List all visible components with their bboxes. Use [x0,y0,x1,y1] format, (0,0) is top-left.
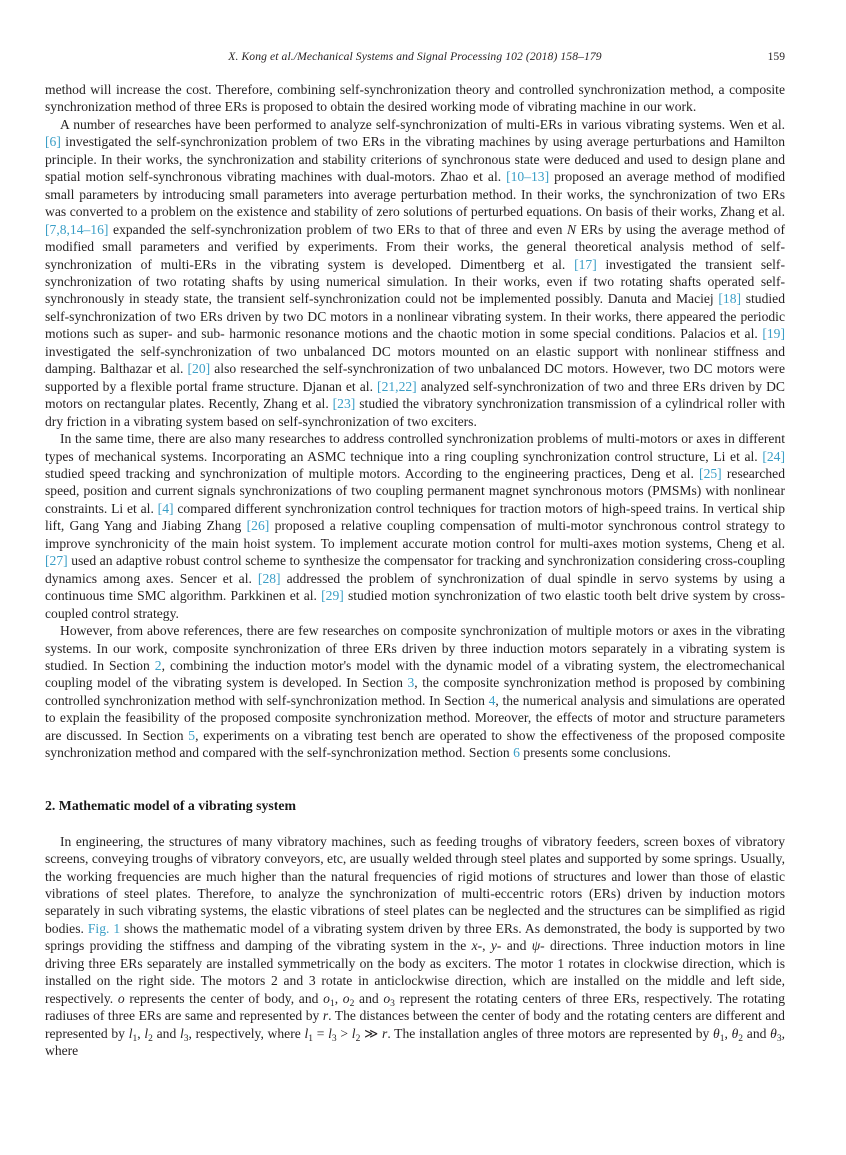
text-run: -, [477,938,491,954]
running-title: X. Kong et al./Mechanical Systems and Signal Processing 102 (2018) 158–179 [228,50,602,63]
subscript: 2 [738,1033,744,1044]
subscript: 3 [183,1033,189,1044]
text-run: . The installation angles of three motors are represented by [387,1025,714,1041]
text-run: presents some conclusions. [519,745,671,761]
citation-link[interactable]: [21,22] [377,378,417,394]
text-run: investigated the self-synchronization of two unbalanced DC motors mounted on an elastic support with nonlinear stiffness and damping. Balthazar et al. [45,343,785,377]
page-content [45,81,785,1060]
math-variable: o [117,990,125,1006]
text-run: , the numerical analysis and simulations are operated to explain the feasibility of the proposed composite synchronization method. Moreover, the effects of motor and structure parameters are discussed. In Section [45,692,785,743]
citation-link[interactable]: [6] [45,134,61,150]
subscript: 2 [349,998,355,1009]
section2-paragraphs [45,833,785,1060]
math-variable: l [304,1025,309,1041]
text-run: and [354,990,384,1006]
citation-link[interactable]: [25] [699,465,722,481]
text-run: , the composite synchronization method is proposed by combining controlled synchronization method with self-synchronization method. In Section [45,675,785,708]
text-run: = [313,1025,329,1041]
text-run: , where [45,1025,785,1059]
citation-link[interactable]: 2 [154,657,162,673]
text-run: addressed the problem of synchronization of dual spindle in servo systems by using a continuous time SMC algorithm. Parkkinen et al. [45,570,785,604]
math-variable: y [490,938,497,954]
citation-link[interactable]: [19] [762,326,785,342]
subscript: 1 [132,1033,138,1044]
math-variable: l [328,1025,332,1041]
subscript: 2 [355,1033,361,1044]
math-variable: θ [731,1025,739,1041]
citation-link[interactable]: 3 [407,675,415,691]
math-variable: θ [713,1025,720,1041]
text-run: , [334,990,343,1006]
citation-link[interactable]: 4 [488,692,496,708]
citation-link[interactable]: [26] [246,518,270,534]
math-variable: o [383,990,391,1006]
subscript: 3 [776,1033,782,1044]
math-variable: r [322,1008,329,1024]
text-run: proposed an average method of modified small parameters by introducing small parameters into average perturbation method. In their works, the synchronization of two ERs was converted to a problem on the existence and stability of zero solutions of perturbed equations. On basis of their works, Zhang et al. [45,169,785,220]
text-run: studied speed tracking and synchronization of multiple motors. According to the engineering practices, Deng et al. [45,465,700,481]
citation-link[interactable]: [28] [257,570,281,586]
text-run: , [724,1025,732,1041]
citation-link[interactable]: [20] [187,361,211,377]
math-variable: l [128,1025,133,1041]
text-run: studied self-synchronization of two ERs driven by two DC motors in a nonlinear vibrating system. In their works, there appeared the periodic motions such as super- and sub- harmonic resonance motions and the chaotic motion in some special conditions. Palacios et al. [45,291,785,342]
text-run: A number of researches have been performed to analyze self-synchronization of multi-ERs in various vibrating systems. Wen et al. [60,116,785,132]
math-variable: x [471,938,478,954]
text-run: ERs by using the average method of modified small parameters and verified by experiments. From their works, the general theoretical analysis method of self-synchronization of multi-ERs in the vibrating system is developed. Dimentberg et al. [45,221,785,272]
text-run: represents the center of body, and [124,990,324,1006]
citation-link[interactable]: Fig. 1 [87,920,121,936]
citation-link[interactable]: [24] [762,448,785,464]
text-run: , [137,1025,145,1041]
subscript: 1 [329,998,335,1009]
text-run: , experiments on a vibrating test bench are operated to show the effectiveness of the proposed composite synchronization method and compared with the self-synchronization method. Section [45,727,785,761]
section-heading: 2. Mathematic model of a vibrating system [45,797,296,813]
intro-paragraphs [45,81,785,762]
text-run: > [336,1025,352,1041]
math-variable: l [351,1025,356,1041]
text-run: shows the mathematic model of a vibrating system driven by three ERs. As demonstrated, the body is supported by two springs providing the stiffness and damping of the vibrating system in the [45,920,785,954]
citation-link[interactable]: [7,8,14–16] [45,221,109,237]
page-header [45,50,785,66]
text-run: analyzed self-synchronization of two and three ERs driven by DC motors on rectangular plates. Recently, Zhang et al. [45,378,785,412]
subscript: 3 [331,1033,337,1044]
text-run: also researched the self-synchronization of two unbalanced DC motors. However, two DC motors were supported by a flexible portal frame structure. Djanan et al. [45,361,785,394]
text-run: In engineering, the structures of many vibratory machines, such as feeding troughs of vibratory feeders, screen boxes of vibratory screens, conveying troughs of vibratory conveyors, etc, are usually welded through steel plates and supported by some springs. Usually, the working frequencies are much higher than the natural frequencies of rigid motions of structures and lower than those of elastic vibrations of steel plates. Therefore, to analyze the synchronization of multi-eccentric rotors (ERs) driven by induction motors separately in such vibrating systems, the elastic vibrations of steel plates can be neglected and the structures can be simplified as rigid bodies. [45,833,785,936]
text-run: method will increase the cost. Therefore, combining self-synchronization theory and controlled synchronization method, a composite synchronization method of three ERs is proposed to obtain the desired working mode of vibrating machine in our work. [45,82,785,115]
math-variable: o [323,990,330,1006]
text-run: and [152,1025,180,1041]
subscript: 1 [308,1033,314,1044]
text-run: expanded the self-synchronization problem of two ERs to that of three and even [108,221,567,237]
page-number: 159 [767,50,785,63]
text-run: However, from above references, there are few researches on composite synchronization of multiple motors or axes in the vibrating systems. In our work, composite synchronization of three ERs driven by three induction motors separately in a vibrating system is studied. In Section [45,623,785,673]
text-run: used an adaptive robust control scheme to synthesize the compensator for tracking and synchronization considering cross-coupling dynamics among axes. Sencer et al. [45,553,785,586]
text-run: . The distances between the center of body and the rotating centers are different and represented by [45,1008,785,1041]
text-run: studied the vibratory synchronization transmission of a cylindrical roller with dry friction in a vibrating system based on self-synchronization of two exciters. [45,396,786,429]
citation-link[interactable]: 6 [513,745,520,761]
text-run: - directions. Three induction motors in line driving three ERs separately are installed symmetrically on the body as exciters. The motor 1 rotates in clockwise direction, which is installed on the right side. The motors 2 and 3 rotate in anticlockwise direction, which are installed on the middle and left side, respectively. [45,938,786,1006]
citation-link[interactable]: [29] [321,588,344,604]
math-variable: θ [770,1025,777,1041]
citation-link[interactable]: [17] [574,256,597,272]
citation-link[interactable]: [18] [718,291,742,307]
text-run: and [743,1025,771,1041]
text-run: - and [496,938,532,954]
paragraph [45,430,785,622]
text-run: , combining the induction motor's model with the dynamic model of a vibrating system, the electromechanical coupling model of the vibrating system is developed. In Section [45,657,786,691]
math-variable: ψ [531,938,541,954]
text-run: researched speed, position and current signals synchronizations of two coupling permanent magnet synchronous motors (PMSMs) with nonlinear constraints. Li et al. [45,465,785,516]
subscript: 2 [148,1033,153,1044]
subscript: 3 [390,998,395,1009]
citation-link[interactable]: [23] [332,396,356,412]
text-run: ≫ [360,1025,383,1041]
text-run: proposed a relative coupling compensation of multi-motor synchronous control strategy to improve synchronicity of the main hoist system. To implement accurate motion control for multi-axes motion systems, Cheng et al. [45,518,785,551]
text-run: compared different synchronization control techniques for traction motors of high-speed trains. In vertical ship lift, Gang Yang and Jiabing Zhang [45,500,785,534]
math-variable: r [382,1025,388,1041]
math-variable: l [179,1025,184,1041]
text-run: investigated the transient self-synchronization of two rotating shafts by using numerical simulation. In their works, even if two rotating shafts operated self-synchronously in steady state, the transient self-synchronization could not be implemented possibly. Danuta and Maciej [45,256,785,307]
text-run: , respectively, where [188,1025,305,1041]
math-variable: l [144,1025,149,1041]
citation-link[interactable]: 5 [188,727,196,743]
subscript: 1 [719,1033,725,1044]
text-run: studied motion synchronization of two elastic tooth belt drive system by cross-coupled control strategy. [45,588,785,621]
text-run: investigated the self-synchronization problem of two ERs in the vibrating machines by using average perturbations and Hamilton principle. In their works, the synchronization and stability criterions of synchronous state were deduced and used to design plane and spatial motion self-synchronous vibrating machines with dual-motors. Zhao et al. [45,134,785,185]
paragraph [45,81,785,116]
text-run: represent the rotating centers of three ERs, respectively. The rotating radiuses of three ERs are same and represented by [45,990,785,1024]
math-variable: N [567,221,577,237]
text-run: In the same time, there are also many researches to address controlled synchronization problems of multi-motors or axes in different types of mechanical systems. Incorporating an ASMC technique into a ring coupling synchronization control structure, Li et al. [45,431,785,464]
paragraph [45,622,785,762]
paragraph [45,116,785,430]
paragraph [45,833,785,1060]
math-variable: o [342,990,350,1006]
citation-link[interactable]: [4] [157,500,174,516]
citation-link[interactable]: [27] [45,553,68,569]
citation-link[interactable]: [10–13] [506,169,550,185]
